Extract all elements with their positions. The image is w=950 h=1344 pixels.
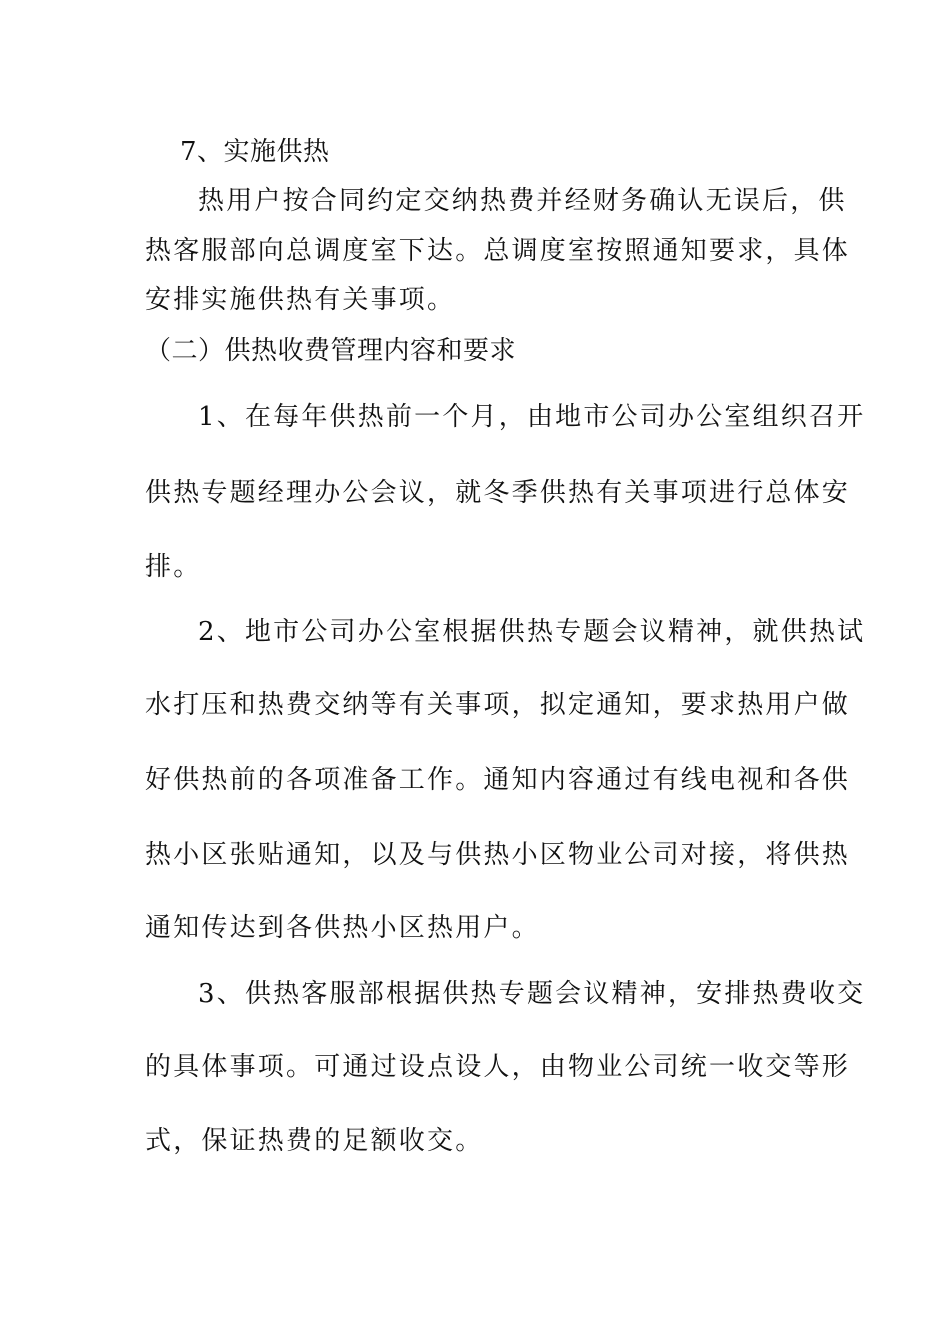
section2-item1-line: 供热专题经理办公会议，就冬季供热有关事项进行总体安 — [145, 478, 851, 508]
section2-item2-line: 好供热前的各项准备工作。通知内容通过有线电视和各供 — [145, 765, 851, 795]
item7-paragraph-line: 热用户按合同约定交纳热费并经财务确认无误后，供 — [198, 186, 847, 216]
section2-item2-line: 水打压和热费交纳等有关事项，拟定通知，要求热用户做 — [145, 690, 851, 720]
section2-item3-line: 式，保证热费的足额收交。 — [145, 1126, 484, 1156]
section2-item1-line: 1、在每年供热前一个月，由地市公司办公室组织召开 — [198, 402, 866, 432]
section2-item3-line: 的具体事项。可通过设点设人，由物业公司统一收交等形 — [145, 1052, 851, 1082]
section2-item2-line: 热小区张贴通知，以及与供热小区物业公司对接，将供热 — [145, 840, 851, 870]
item7-paragraph-line: 安排实施供热有关事项。 — [145, 285, 456, 315]
section2-item2-line: 2、地市公司办公室根据供热专题会议精神，就供热试 — [198, 617, 866, 647]
item7-heading: 7、实施供热 — [180, 137, 330, 167]
section2-item3-line: 3、供热客服部根据供热专题会议精神，安排热费收交 — [198, 979, 866, 1009]
item7-paragraph-line: 热客服部向总调度室下达。总调度室按照通知要求，具体 — [145, 236, 851, 266]
section2-heading: （二）供热收费管理内容和要求 — [145, 336, 517, 366]
section2-item1-line: 排。 — [145, 552, 202, 582]
section2-item2-line: 通知传达到各供热小区热用户。 — [145, 913, 540, 943]
